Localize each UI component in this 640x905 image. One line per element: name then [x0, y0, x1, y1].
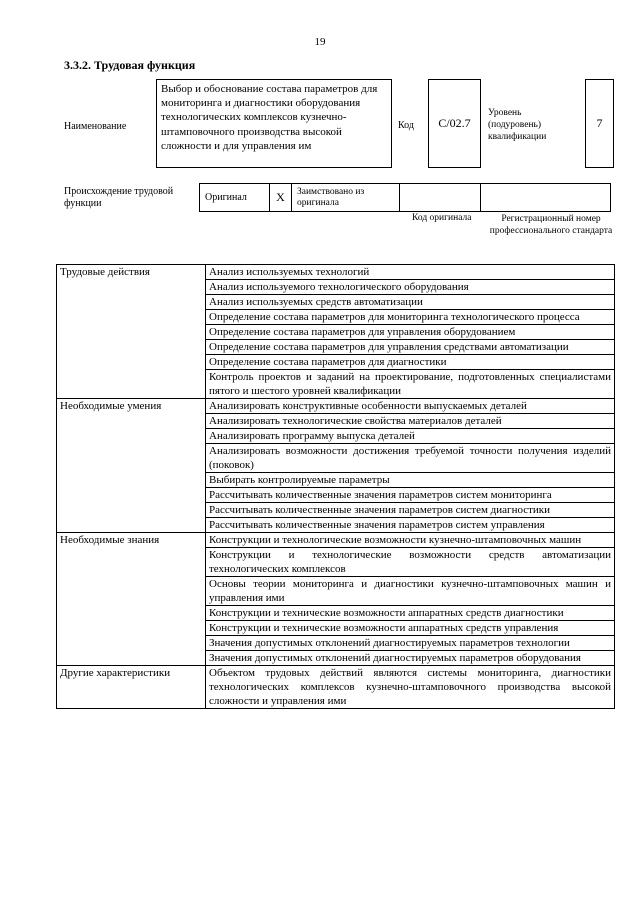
- group-title: Необходимые знания: [57, 533, 206, 666]
- group-item: Выбирать контролируемые параметры: [206, 473, 615, 488]
- group-item: Контроль проектов и заданий на проектирование, подготовленных специалистами пятого и шестого уровней квалификации: [206, 370, 615, 399]
- function-name-box: Выбор и обоснование состава параметров для мониторинга и диагностики оборудования технологических комплексов кузнечно-штамповочного производства высокой сложности и для управления им: [156, 79, 392, 168]
- borrowed-label: Заимствовано из оригинала: [292, 184, 400, 212]
- origin-label: Происхождение трудовой функции: [64, 186, 174, 209]
- group-item: Определение состава параметров для управления оборудованием: [206, 325, 615, 340]
- table-row: [57, 265, 615, 280]
- code-value-box: C/02.7: [428, 79, 481, 168]
- group-item: Значения допустимых отклонений диагностируемых параметров технологии: [206, 636, 615, 651]
- group-item: Анализировать возможности достижения требуемой точности получения изделий (поковок): [206, 444, 615, 473]
- qualification-level-label: [488, 107, 546, 143]
- name-label: Наименование: [64, 121, 127, 132]
- level-label-line: Уровень: [488, 108, 522, 118]
- code-original-cell: [400, 184, 481, 212]
- group-item: Конструкции и технические возможности аппаратных средств диагностики: [206, 606, 615, 621]
- group-item: Анализ используемого технологического оборудования: [206, 280, 615, 295]
- table-row: [57, 399, 615, 414]
- group-item: Рассчитывать количественные значения параметров систем мониторинга: [206, 488, 615, 503]
- reg-number-cell: [481, 184, 611, 212]
- group-item: Определение состава параметров для мониторинга технологического процесса: [206, 310, 615, 325]
- group-item: Анализировать технологические свойства материалов деталей: [206, 414, 615, 429]
- group-item: Объектом трудовых действий являются системы мониторинга, диагностики технологических комплексов кузнечно-штамповочного производства высокой сложности и управления ими: [206, 666, 615, 709]
- page-number: 19: [314, 36, 326, 48]
- group-item: Конструкции и технологические возможности кузнечно-штамповочных машин: [206, 533, 615, 548]
- group-item: Основы теории мониторинга и диагностики кузнечно-штамповочных машин и управления ими: [206, 577, 615, 606]
- group-item: Анализ используемых технологий: [206, 265, 615, 280]
- group-item: Анализ используемых средств автоматизации: [206, 295, 615, 310]
- group-item: Конструкции и технологические возможности средств автоматизации технологических комплексов: [206, 548, 615, 577]
- group-item: Определение состава параметров для диагностики: [206, 355, 615, 370]
- group-item: Рассчитывать количественные значения параметров систем диагностики: [206, 503, 615, 518]
- level-label-line: (подуровень): [488, 120, 542, 130]
- original-mark: X: [270, 184, 292, 212]
- function-details-table: [56, 264, 615, 709]
- code-label: Код: [398, 120, 414, 131]
- group-title: Необходимые умения: [57, 399, 206, 533]
- group-item: Определение состава параметров для управления средствами автоматизации: [206, 340, 615, 355]
- group-item: Анализировать конструктивные особенности выпускаемых деталей: [206, 399, 615, 414]
- table-row: [57, 666, 615, 709]
- original-label: Оригинал: [200, 184, 270, 212]
- group-title: Другие характеристики: [57, 666, 206, 709]
- group-item: Рассчитывать количественные значения параметров систем управления: [206, 518, 615, 533]
- code-original-label: Код оригинала: [412, 213, 472, 223]
- group-item: Конструкции и технические возможности аппаратных средств управления: [206, 621, 615, 636]
- group-item: Анализировать программу выпуска деталей: [206, 429, 615, 444]
- table-row: [57, 533, 615, 548]
- group-title: Трудовые действия: [57, 265, 206, 399]
- section-title: 3.3.2. Трудовая функция: [64, 58, 196, 72]
- reg-number-label: Регистрационный номер профессионального стандарта: [489, 214, 613, 236]
- group-item: Значения допустимых отклонений диагностируемых параметров оборудования: [206, 651, 615, 666]
- level-label-line: квалификации: [488, 132, 547, 142]
- qualification-level-box: 7: [585, 79, 614, 168]
- origin-table: [199, 183, 611, 212]
